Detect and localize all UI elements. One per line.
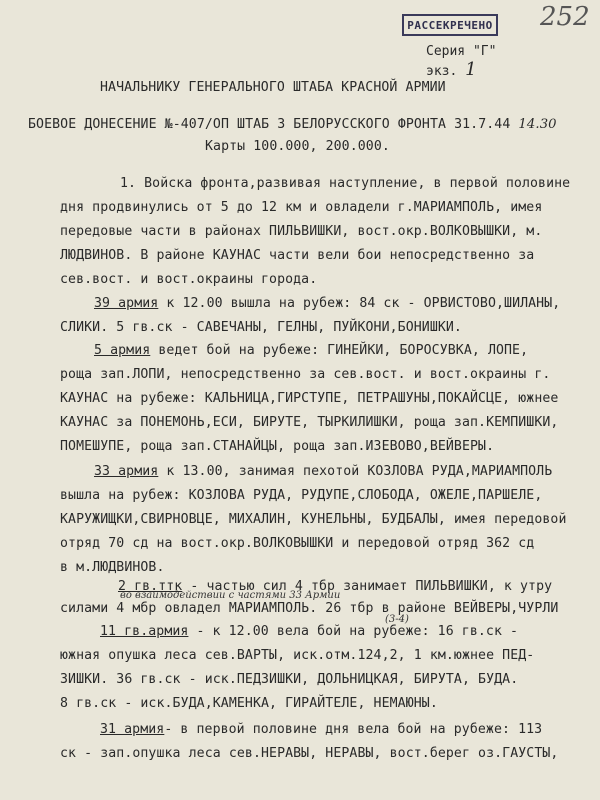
gvttk-line: 2 гв.ттк - частью сил 4 тбр занимает ПИЛЬВИШКИ, к утру [118,579,553,594]
maps-line: Карты 100.000, 200.000. [205,139,390,154]
gvttk-line: силами 4 мбр овладел МАРИАМПОЛЬ. 26 тбр в районе ВЕЙВЕРЫ,ЧУРЛИ [60,601,559,616]
ekz-label: экз. 1 [426,59,477,80]
handwritten-note-2: (3-4) [385,614,409,625]
army-31-line: ск - зап.опушка леса сев.НЕРАВЫ, НЕРАВЫ, вост.берег оз.ГАУСТЫ, [60,746,559,761]
army-39-line: СЛИКИ. 5 гв.ск - САВЕЧАНЫ, ГЕЛНЫ, ПУЙКОНИ,БОНИШКИ. [60,320,462,335]
p1-line: 1. Войска фронта,развивая наступление, в первой половине [120,176,571,191]
army-33-line: 33 армия к 13.00, занимая пехотой КОЗЛОВА РУДА,МАРИАМПОЛЬ [94,464,553,479]
army-11-line: ЗИШКИ. 36 гв.ск - иск.ПЕДЗИШКИ, ДОЛЬНИЦКАЯ, БИРУТА, БУДА. [60,672,519,687]
gvttk-name: 2 гв.ттк [118,579,183,594]
army-5-line: роща зап.ЛОПИ, непосредственно за сев.вост. и вост.окраины г. [60,367,551,382]
seria-label: Серия "Г" [426,44,497,59]
ekz-number: 1 [465,59,477,80]
army-11-line: 11 гв.армия - к 12.00 вела бой на рубеже: 16 гв.ск - [100,624,519,639]
army-5-line: ПОМЕШУПЕ, роща зап.СТАНАЙЦЫ, роща зап.ИЗЕВОВО,ВЕЙВЕРЫ. [60,439,495,454]
army-5-line: 5 армия ведет бой на рубеже: ГИНЕЙКИ, БОРОСУВКА, ЛОПЕ, [94,343,529,358]
army-39-line: 39 армия к 12.00 вышла на рубеж: 84 ск - ОРВИСТОВО,ШИЛАНЫ, [94,296,561,311]
army-11-name: 11 гв.армия [100,624,189,639]
army-31-line: 31 армия- в первой половине дня вела бой на рубеже: 113 [100,722,543,737]
army-33-line: вышла на рубеж: КОЗЛОВА РУДА, РУДУПЕ,СЛОБОДА, ОЖЕЛЕ,ПАРШЕЛЕ, [60,488,543,503]
addressee: НАЧАЛЬНИКУ ГЕНЕРАЛЬНОГО ШТАБА КРАСНОЙ АРМИИ [100,80,446,95]
army-5-name: 5 армия [94,343,151,358]
p1-line: передовые части в районах ПИЛЬВИШКИ, вост.окр.ВОЛКОВЫШКИ, м. [60,224,543,239]
army-39-name: 39 армия [94,296,159,311]
p1-line: ЛЮДВИНОВ. В районе КАУНАС части вели бои непосредственно за [60,248,535,263]
page-number: 252 [540,2,590,32]
army-31-name: 31 армия [100,722,165,737]
report-title: БОЕВОЕ ДОНЕСЕНИЕ №-407/ОП ШТАБ 3 БЕЛОРУССКОГО ФРОНТА 31.7.44 14.30 [28,117,557,132]
army-33-line: в м.ЛЮДВИНОВ. [60,560,165,575]
p1-line: дня продвинулись от 5 до 12 км и овладели г.МАРИАМПОЛЬ, имея [60,200,543,215]
army-5-line: КАУНАС за ПОНЕМОНЬ,ЕСИ, БИРУТЕ, ТЫРКИЛИШКИ, роща зап.КЕМПИШКИ, [60,415,559,430]
declassified-stamp: РАССЕКРЕЧЕНО [402,14,498,36]
p1-line: сев.вост. и вост.окраины города. [60,272,318,287]
handwritten-note: во взаимодействии с частями 33 Армии [120,590,341,601]
army-11-line: южная опушка леса сев.ВАРТЫ, иск.отм.124,2, 1 км.южнее ПЕД- [60,648,535,663]
army-33-name: 33 армия [94,464,159,479]
army-33-line: отряд 70 сд на вост.окр.ВОЛКОВЫШКИ и передовой отряд 362 сд [60,536,535,551]
army-5-line: КАУНАС на рубеже: КАЛЬНИЦА,ГИРСТУПЕ, ПЕТРАШУНЫ,ПОКАЙСЦЕ, южнее [60,391,559,406]
army-33-line: КАРУЖИЩКИ,СВИРНОВЦЕ, МИХАЛИН, КУНЕЛЬНЫ, БУДБАЛЫ, имея передовой [60,512,567,527]
report-time: 14.30 [518,117,557,132]
army-11-line: 8 гв.ск - иск.БУДА,КАМЕНКА, ГИРАЙТЕЛЕ, НЕМАЮНЫ. [60,696,438,711]
